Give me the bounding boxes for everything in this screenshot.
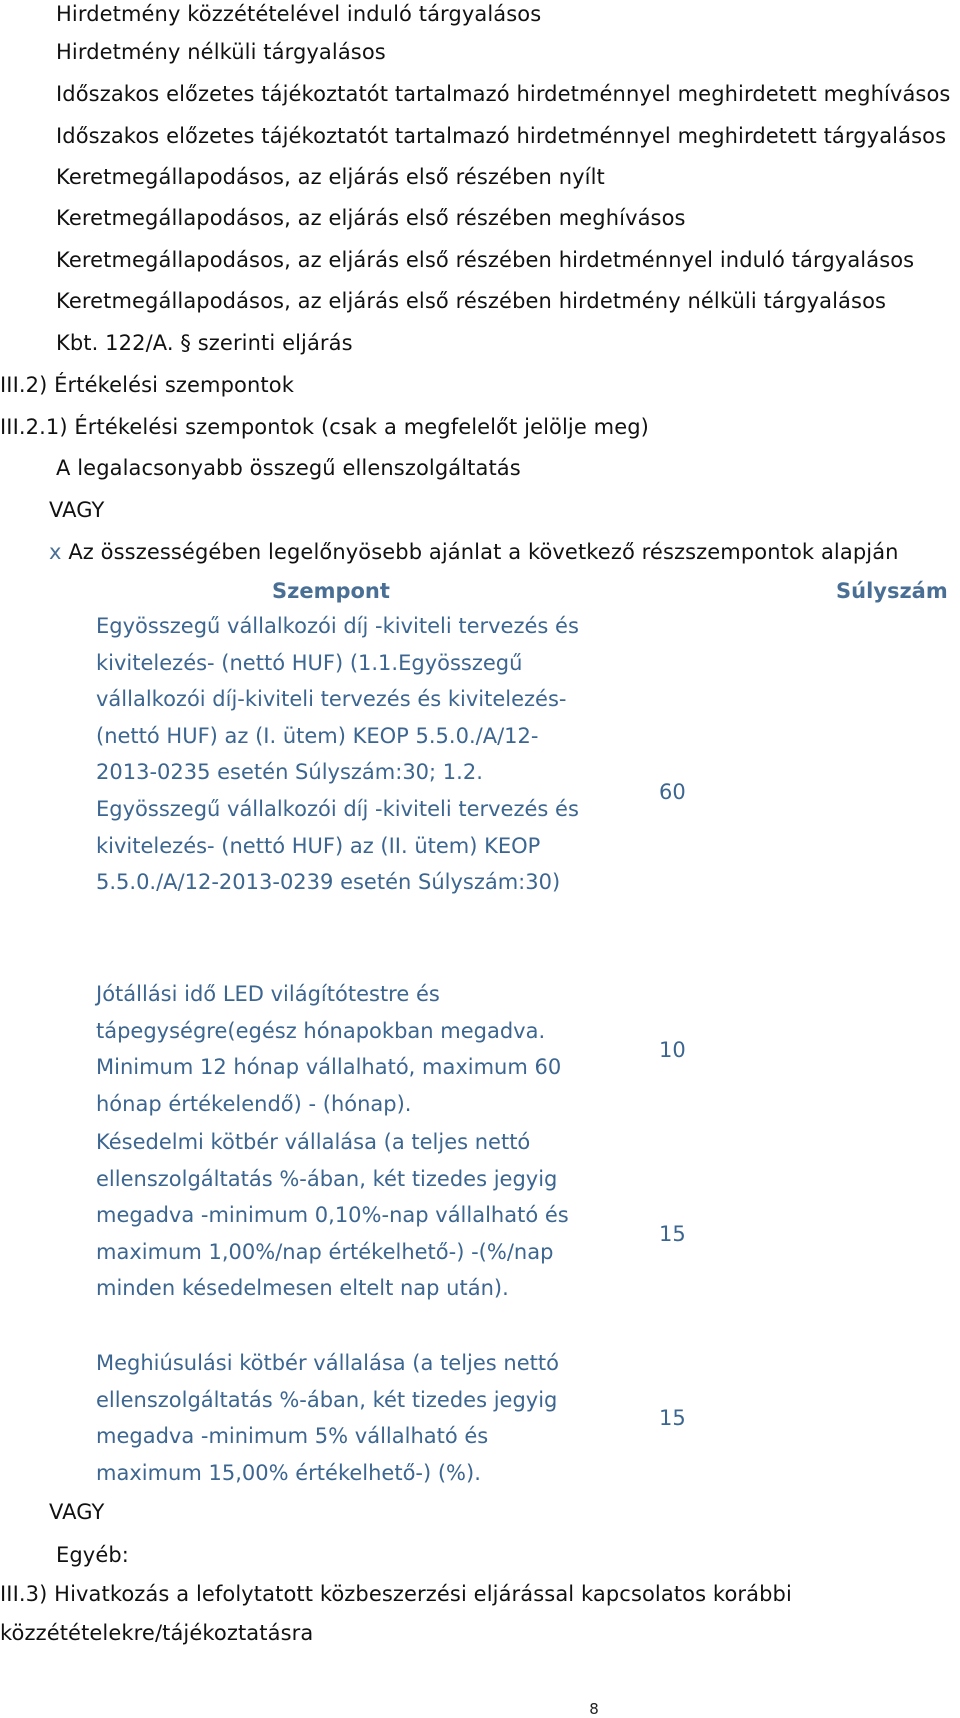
weight-cell: 15	[659, 1406, 686, 1430]
procedure-type-item: Keretmegállapodásos, az eljárás első részében nyílt	[56, 165, 605, 189]
criterion-cell: Meghiúsulási kötbér vállalása (a teljes nettó ellenszolgáltatás %-ában, két tizedes jegyig megadva -minimum 5% vállalható és maximum 15,00% értékelhető-) (%).	[96, 1351, 559, 1485]
weight-cell: 60	[659, 780, 686, 804]
criterion-cell: Egyösszegű vállalkozói díj -kiviteli tervezés és kivitelezés- (nettó HUF) (1.1.Egyösszegű vállalkozói díj-kiviteli tervezés és kivitelezés- (nettó HUF) az (I. ütem) KEOP 5.5.0./A/12-2013-0235 esetén Súlyszám:30; 1.2. Egyösszegű vállalkozói díj -kiviteli tervezés és kivitelezés- (nettó HUF) az (II. ütem) KEOP 5.5.0./A/12-2013-0239 esetén Súlyszám:30)	[96, 614, 579, 895]
procedure-type-item: Időszakos előzetes tájékoztatót tartalmazó hirdetménnyel meghirdetett tárgyalásos	[56, 124, 947, 148]
criterion-header: Szempont	[272, 579, 390, 603]
section-heading: III.3) Hivatkozás a lefolytatott közbeszerzési eljárással kapcsolatos korábbi	[0, 1582, 792, 1606]
procedure-type-item: Időszakos előzetes tájékoztatót tartalmazó hirdetménnyel meghirdetett meghívásos	[56, 82, 951, 106]
option-best-value	[49, 538, 899, 566]
weight-cell: 15	[659, 1222, 686, 1246]
procedure-type-item: Keretmegállapodásos, az eljárás első részében hirdetménnyel induló tárgyalásos	[56, 248, 915, 272]
option-best-value-label: Az összességében legelőnyösebb ajánlat a következő részszempontok alapján	[68, 540, 899, 564]
section-heading: III.2) Értékelési szempontok	[0, 373, 294, 397]
procedure-type-item: Keretmegállapodásos, az eljárás első részében meghívásos	[56, 206, 686, 230]
or-label: VAGY	[49, 498, 105, 522]
or-label: VAGY	[49, 1500, 105, 1524]
weight-header: Súlyszám	[836, 579, 948, 603]
other-label: Egyéb:	[56, 1543, 129, 1567]
procedure-type-item: Hirdetmény nélküli tárgyalásos	[56, 40, 386, 64]
option-lowest-price: A legalacsonyabb összegű ellenszolgáltatás	[56, 456, 521, 480]
section-heading: III.2.1) Értékelési szempontok (csak a megfelelőt jelölje meg)	[0, 415, 649, 439]
page-number: 8	[589, 1700, 599, 1718]
weight-cell: 10	[659, 1038, 686, 1062]
procedure-type-item: Keretmegállapodásos, az eljárás első részében hirdetmény nélküli tárgyalásos	[56, 289, 887, 313]
section-heading-continued: közzétételekre/tájékoztatásra	[0, 1621, 314, 1645]
selected-mark: x	[49, 540, 62, 564]
criterion-cell: Jótállási idő LED világítótestre és tápegységre(egész hónapokban megadva. Minimum 12 hónap vállalható, maximum 60 hónap értékelendő) - (hónap).	[96, 982, 562, 1116]
procedure-type-item: Kbt. 122/A. § szerinti eljárás	[56, 331, 353, 355]
procedure-type-item: Hirdetmény közzétételével induló tárgyalásos	[56, 2, 542, 26]
criterion-cell: Késedelmi kötbér vállalása (a teljes nettó ellenszolgáltatás %-ában, két tizedes jegyig megadva -minimum 0,10%-nap vállalható és maximum 1,00%/nap értékelhető-) -(%/nap minden késedelmesen eltelt nap után).	[96, 1130, 569, 1301]
